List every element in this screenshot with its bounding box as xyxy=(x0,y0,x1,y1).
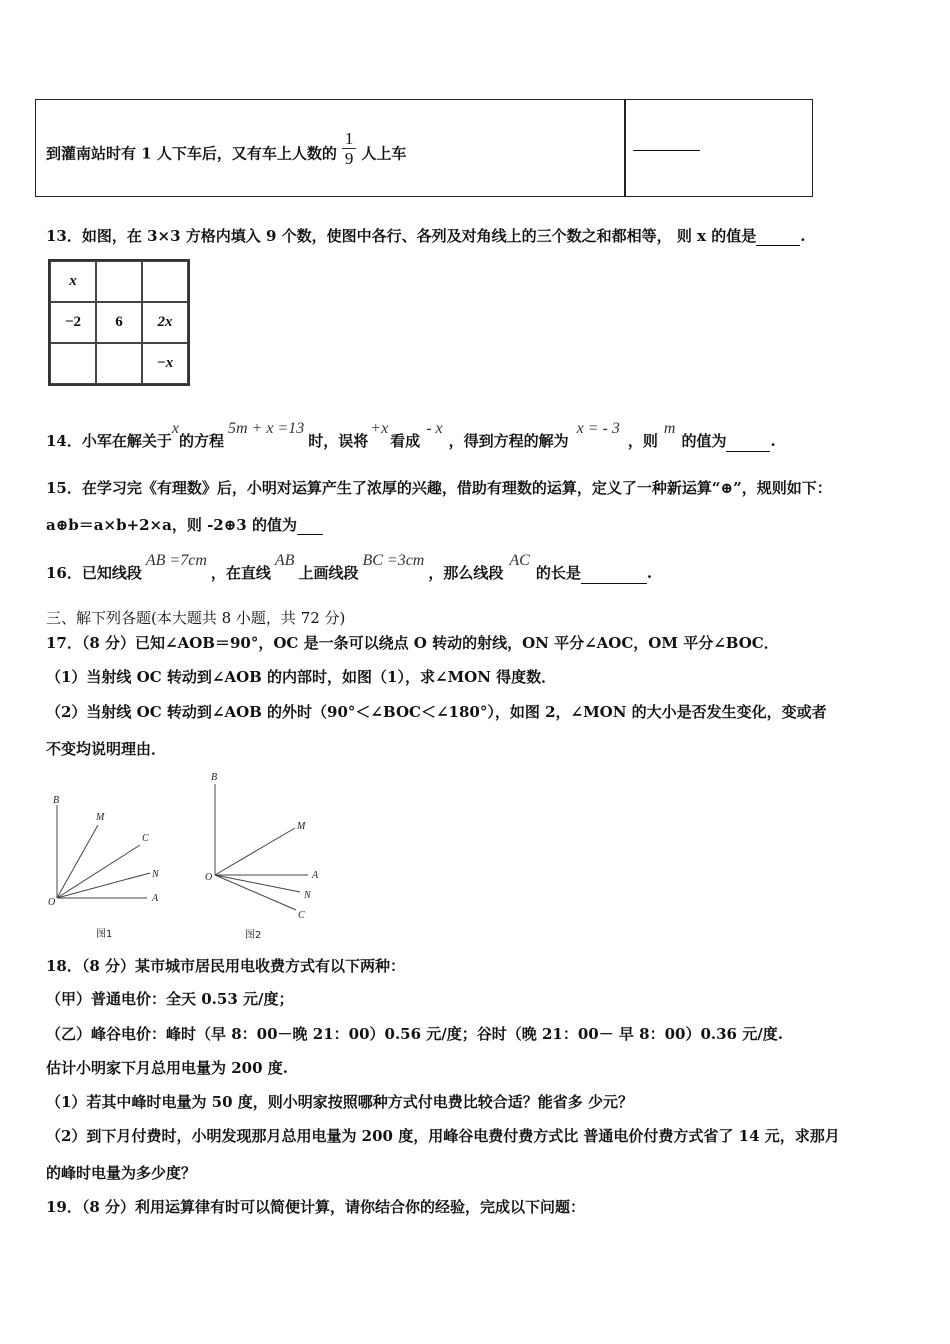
answer-blank-16 xyxy=(581,569,647,584)
fig1-label-n: N xyxy=(152,869,159,880)
top-table xyxy=(35,99,813,197)
question-17-line-1: 17．（8 分）已知∠AOB＝90°，OC 是一条可以绕点 O 转动的射线，ON 平分∠AOC，OM 平分∠BOC． xyxy=(46,634,779,652)
fig1-label-m: M xyxy=(96,812,105,823)
fig2-caption: 图2 xyxy=(245,930,262,941)
question-17-line-3: （2）当射线 OC 转动到∠AOB 的外时（90°＜∠BOC＜∠180°），如图 2，∠MON 的大小是否发生变化，变或者 xyxy=(46,703,827,721)
question-13: 13．如图，在 3×3 方格内填入 9 个数，使图中各行、各列及对角线上的三个数之和都相等， 则 x 的值是 . xyxy=(46,227,806,245)
magic-square-grid xyxy=(48,259,190,386)
question-15-line-1: 15．在学习完《有理数》后，小明对运算产生了浓厚的兴趣，借助有理数的运算，定义了一种新运算“⊕”，规则如下： xyxy=(46,479,832,497)
fraction-one-ninth: $\frac{1}{9}$ xyxy=(342,129,356,168)
grid-cell: x xyxy=(50,261,96,302)
top-row-text: 到灌南站时有 1 人下车后，又有车上人数的 $\frac{1}{9}$ 人上车 xyxy=(46,129,407,168)
question-18-line-4: 估计小明家下月总用电量为 200 度. xyxy=(46,1059,288,1077)
question-15-line-2: a⊕b＝a×b+2×a，则 -2⊕3 的值为 xyxy=(46,515,323,535)
fig2-label-o: O xyxy=(205,872,213,883)
question-19-line-1: 19．（8 分）利用运算律有时可以简便计算，请你结合你的经验，完成以下问题： xyxy=(46,1198,586,1216)
question-14: 14．小军在解关于x的方程5m + x =13时，误将+x看成- x，得到方程的解为x = - 3，则m的值为 . xyxy=(46,420,776,450)
fig1-label-b: B xyxy=(53,795,60,806)
table-divider xyxy=(624,100,626,196)
answer-blank-top xyxy=(633,150,700,151)
figure-2 xyxy=(200,768,340,944)
figure-1 xyxy=(40,785,180,945)
question-18-line-2: （甲）普通电价：全天 0.53 元/度； xyxy=(46,990,294,1008)
fig2-label-b: B xyxy=(211,772,218,783)
fig2-label-n: N xyxy=(304,890,311,901)
grid-cell xyxy=(96,343,142,384)
grid-cell xyxy=(96,261,142,302)
question-18-line-1: 18．（8 分）某市城市居民用电收费方式有以下两种： xyxy=(46,957,406,975)
question-18-line-6: （2）到下月付费时，小明发现那月总用电量为 200 度，用峰谷电费付费方式比 普通电价付费方式省了 14 元，求那月 xyxy=(46,1127,840,1145)
question-18-line-3: （乙）峰谷电价：峰时（早 8：00－晚 21：00）0.56 元/度；谷时（晚 21：00－ 早 8：00）0.36 元/度. xyxy=(46,1025,783,1043)
fig1-label-o: O xyxy=(48,897,56,908)
grid-cell: 6 xyxy=(96,302,142,343)
fig2-label-a: A xyxy=(312,870,319,881)
figure-2-rays xyxy=(215,784,308,910)
question-16: 16．已知线段AB =7cm，在直线AB上画线段BC =3cm，那么线段AC的长是 . xyxy=(46,552,653,582)
section-3-heading: 三、解下列各题(本大题共 8 小题，共 72 分) xyxy=(46,609,346,627)
question-18-line-5: （1）若其中峰时电量为 50 度，则小明家按照哪种方式付电费比较合适？能省多 少元？ xyxy=(46,1093,633,1111)
grid-cell: 2x xyxy=(142,302,188,343)
question-18-line-7: 的峰时电量为多少度？ xyxy=(46,1164,197,1182)
fig1-label-a: A xyxy=(152,893,159,904)
fig1-caption: 图1 xyxy=(96,929,113,940)
answer-blank-13 xyxy=(756,231,800,246)
grid-cell xyxy=(50,343,96,384)
answer-blank-14 xyxy=(726,437,770,452)
grid-cell: −2 xyxy=(50,302,96,343)
fig2-label-m: M xyxy=(297,821,306,832)
question-17-line-2: （1）当射线 OC 转动到∠AOB 的内部时，如图（1），求∠MON 得度数． xyxy=(46,668,557,686)
question-17-line-4: 不变均说明理由． xyxy=(46,740,167,758)
grid-cell: −x xyxy=(142,343,188,384)
fig2-label-c: C xyxy=(298,910,305,921)
grid-cell xyxy=(142,261,188,302)
answer-blank-15 xyxy=(297,520,323,535)
fig1-label-c: C xyxy=(142,833,149,844)
